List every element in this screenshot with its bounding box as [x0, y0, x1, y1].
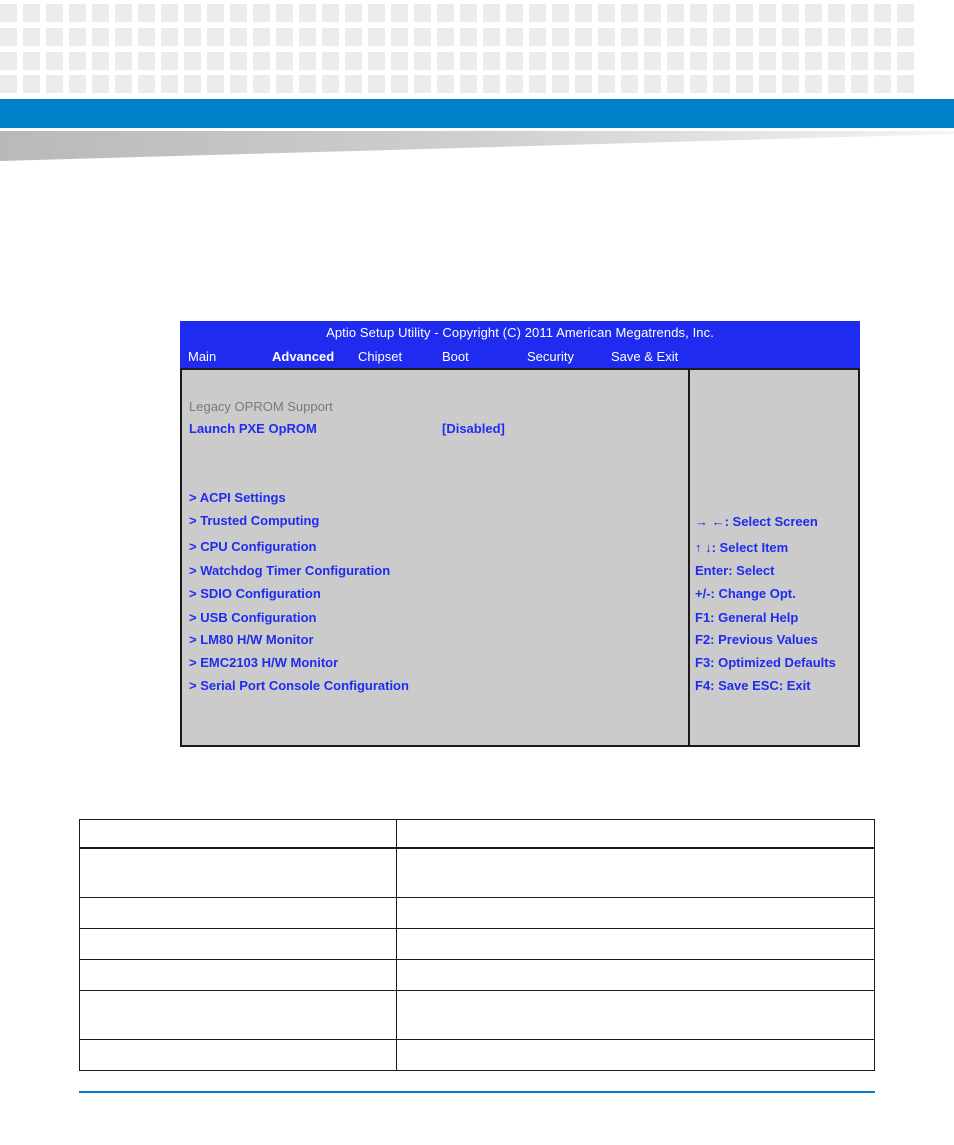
grid-cell — [598, 28, 615, 46]
grid-cell — [253, 52, 270, 70]
table-cell — [396, 929, 874, 960]
grid-cell — [437, 28, 454, 46]
grid-cell — [644, 28, 661, 46]
grid-cell — [552, 28, 569, 46]
grid-cell — [598, 52, 615, 70]
table-cell — [396, 960, 874, 991]
grid-cell — [759, 28, 776, 46]
grid-row — [0, 75, 954, 93]
grid-cell — [621, 52, 638, 70]
grid-cell — [759, 52, 776, 70]
grid-cell — [552, 75, 569, 93]
grid-cell — [138, 52, 155, 70]
table-cell — [80, 1040, 397, 1071]
grid-cell — [736, 75, 753, 93]
grid-cell — [690, 28, 707, 46]
grid-cell — [345, 52, 362, 70]
grid-cell — [161, 4, 178, 22]
table-header-row — [80, 820, 875, 849]
grid-cell — [897, 52, 914, 70]
grid-cell — [69, 4, 86, 22]
grid-cell — [690, 4, 707, 22]
grid-cell — [0, 4, 17, 22]
grid-cell — [736, 28, 753, 46]
header-blue-band — [0, 99, 954, 128]
grid-cell — [391, 75, 408, 93]
grid-cell — [299, 75, 316, 93]
grid-cell — [46, 4, 63, 22]
grid-cell — [92, 75, 109, 93]
grid-cell — [184, 4, 201, 22]
help-general-help: F1: General Help — [695, 610, 799, 625]
grid-cell — [506, 75, 523, 93]
grid-cell — [299, 4, 316, 22]
grid-cell — [552, 4, 569, 22]
grid-cell — [92, 28, 109, 46]
grid-cell — [713, 52, 730, 70]
help-select-screen: → ←: Select Screen — [695, 514, 818, 529]
grid-cell — [414, 4, 431, 22]
grid-cell — [874, 4, 891, 22]
submenu-usb-configuration[interactable]: > USB Configuration — [189, 610, 317, 625]
grid-cell — [575, 75, 592, 93]
grid-cell — [874, 52, 891, 70]
grid-cell — [782, 52, 799, 70]
grid-cell — [598, 4, 615, 22]
grid-cell — [391, 52, 408, 70]
grid-cell — [644, 52, 661, 70]
grid-cell — [184, 28, 201, 46]
table-cell — [80, 929, 397, 960]
grid-cell — [460, 75, 477, 93]
section-header-legacy-oprom: Legacy OPROM Support — [189, 399, 333, 414]
submenu-trusted-computing[interactable]: > Trusted Computing — [189, 513, 320, 528]
grid-cell — [621, 75, 638, 93]
grid-cell — [46, 75, 63, 93]
grid-cell — [437, 4, 454, 22]
bios-title: Aptio Setup Utility - Copyright (C) 2011 American Megatrends, Inc. — [326, 325, 714, 340]
grid-cell — [736, 52, 753, 70]
grid-cell — [92, 52, 109, 70]
grid-cell — [621, 4, 638, 22]
grid-cell — [138, 4, 155, 22]
grid-cell — [46, 28, 63, 46]
header-gray-wedge — [0, 131, 954, 161]
launch-pxe-oprom-value[interactable]: [Disabled] — [442, 421, 505, 436]
grid-cell — [713, 75, 730, 93]
grid-cell — [529, 4, 546, 22]
grid-cell — [322, 75, 339, 93]
grid-cell — [0, 52, 17, 70]
grid-cell — [506, 28, 523, 46]
grid-cell — [322, 28, 339, 46]
grid-cell — [115, 4, 132, 22]
grid-cell — [437, 52, 454, 70]
grid-cell — [575, 4, 592, 22]
grid-cell — [483, 28, 500, 46]
grid-cell — [874, 28, 891, 46]
grid-cell — [575, 52, 592, 70]
grid-cell — [391, 4, 408, 22]
grid-cell — [115, 75, 132, 93]
grid-cell — [805, 52, 822, 70]
grid-cell — [368, 75, 385, 93]
tab-advanced[interactable]: Advanced — [272, 349, 335, 364]
grid-cell — [23, 4, 40, 22]
grid-cell — [46, 52, 63, 70]
settings-table — [79, 819, 875, 1071]
grid-cell — [851, 28, 868, 46]
grid-cell — [851, 4, 868, 22]
grid-cell — [161, 52, 178, 70]
tab-security[interactable]: Security — [527, 349, 574, 364]
grid-cell — [69, 52, 86, 70]
table-row — [80, 991, 875, 1040]
submenu-serial-port-console[interactable]: > Serial Port Console Configuration — [189, 678, 409, 693]
submenu-lm80-hw-monitor[interactable]: > LM80 H/W Monitor — [189, 632, 314, 647]
grid-cell — [23, 75, 40, 93]
table-cell — [396, 848, 874, 898]
grid-cell — [713, 28, 730, 46]
grid-cell — [805, 4, 822, 22]
grid-cell — [667, 4, 684, 22]
grid-cell — [598, 75, 615, 93]
grid-cell — [644, 75, 661, 93]
grid-cell — [138, 28, 155, 46]
grid-cell — [345, 28, 362, 46]
grid-cell — [368, 4, 385, 22]
header-grid-pattern — [0, 0, 954, 96]
grid-cell — [253, 75, 270, 93]
grid-cell — [69, 75, 86, 93]
grid-cell — [851, 75, 868, 93]
grid-cell — [460, 52, 477, 70]
grid-cell — [506, 4, 523, 22]
grid-cell — [713, 4, 730, 22]
bios-title-bar — [180, 321, 860, 368]
grid-cell — [529, 75, 546, 93]
grid-cell — [897, 75, 914, 93]
grid-cell — [828, 52, 845, 70]
grid-cell — [184, 52, 201, 70]
grid-cell — [782, 4, 799, 22]
grid-cell — [138, 75, 155, 93]
help-select-item: ↑ ↓: Select Item — [695, 540, 789, 555]
grid-cell — [667, 75, 684, 93]
help-enter-select: Enter: Select — [695, 563, 775, 578]
grid-cell — [207, 28, 224, 46]
grid-cell — [230, 52, 247, 70]
submenu-emc2103-hw-monitor[interactable]: > EMC2103 H/W Monitor — [189, 655, 339, 670]
table-cell — [80, 960, 397, 991]
grid-cell — [253, 4, 270, 22]
grid-cell — [460, 4, 477, 22]
grid-cell — [0, 75, 17, 93]
grid-row — [0, 52, 954, 70]
grid-cell — [805, 75, 822, 93]
table-row — [80, 929, 875, 960]
grid-cell — [437, 75, 454, 93]
footer-rule — [79, 1091, 875, 1093]
grid-cell — [874, 75, 891, 93]
grid-cell — [552, 52, 569, 70]
grid-cell — [529, 52, 546, 70]
grid-cell — [207, 75, 224, 93]
grid-cell — [368, 52, 385, 70]
grid-cell — [414, 52, 431, 70]
grid-cell — [0, 28, 17, 46]
grid-cell — [644, 4, 661, 22]
grid-cell — [322, 52, 339, 70]
grid-cell — [828, 75, 845, 93]
grid-cell — [207, 4, 224, 22]
grid-cell — [299, 28, 316, 46]
table-cell — [396, 898, 874, 929]
grid-cell — [506, 52, 523, 70]
help-save-exit: F4: Save ESC: Exit — [695, 678, 811, 693]
grid-cell — [368, 28, 385, 46]
grid-cell — [805, 28, 822, 46]
grid-cell — [690, 75, 707, 93]
grid-cell — [276, 4, 293, 22]
grid-cell — [736, 4, 753, 22]
submenu-acpi-settings[interactable]: > ACPI Settings — [189, 490, 286, 505]
tab-chipset[interactable]: Chipset — [358, 349, 403, 364]
table-cell — [396, 1040, 874, 1071]
grid-cell — [483, 4, 500, 22]
table-row — [80, 1040, 875, 1071]
grid-cell — [345, 75, 362, 93]
grid-row — [0, 28, 954, 46]
table-header-cell — [80, 820, 397, 849]
grid-cell — [828, 4, 845, 22]
table-cell — [80, 848, 397, 898]
tab-main[interactable]: Main — [188, 349, 217, 364]
table-row — [80, 848, 875, 898]
grid-cell — [23, 28, 40, 46]
grid-cell — [391, 28, 408, 46]
table-row — [80, 960, 875, 991]
table-cell — [396, 991, 874, 1040]
grid-cell — [322, 4, 339, 22]
submenu-sdio-configuration[interactable]: > SDIO Configuration — [189, 586, 321, 601]
tab-save-exit[interactable]: Save & Exit — [611, 349, 679, 364]
grid-cell — [276, 52, 293, 70]
grid-cell — [759, 75, 776, 93]
grid-cell — [782, 75, 799, 93]
submenu-watchdog-timer[interactable]: > Watchdog Timer Configuration — [189, 563, 391, 578]
grid-cell — [759, 4, 776, 22]
grid-cell — [23, 52, 40, 70]
grid-cell — [529, 28, 546, 46]
grid-cell — [115, 28, 132, 46]
grid-cell — [851, 52, 868, 70]
grid-cell — [690, 52, 707, 70]
table-cell — [80, 898, 397, 929]
grid-cell — [460, 28, 477, 46]
help-change-opt: +/-: Change Opt. — [695, 586, 796, 601]
help-optimized-defaults: F3: Optimized Defaults — [695, 655, 836, 670]
table-cell — [80, 991, 397, 1040]
grid-cell — [69, 28, 86, 46]
grid-cell — [414, 28, 431, 46]
table-row — [80, 898, 875, 929]
bios-setup-window — [180, 321, 860, 746]
submenu-cpu-configuration[interactable]: > CPU Configuration — [189, 539, 317, 554]
grid-cell — [161, 75, 178, 93]
grid-cell — [667, 52, 684, 70]
grid-cell — [299, 52, 316, 70]
grid-cell — [345, 4, 362, 22]
grid-cell — [483, 52, 500, 70]
help-previous-values: F2: Previous Values — [695, 632, 818, 647]
launch-pxe-oprom-label[interactable]: Launch PXE OpROM — [189, 421, 317, 436]
grid-cell — [897, 4, 914, 22]
grid-cell — [230, 4, 247, 22]
grid-cell — [253, 28, 270, 46]
grid-cell — [782, 28, 799, 46]
tab-boot[interactable]: Boot — [442, 349, 469, 364]
grid-cell — [897, 28, 914, 46]
grid-cell — [575, 28, 592, 46]
grid-cell — [414, 75, 431, 93]
grid-cell — [276, 75, 293, 93]
grid-cell — [276, 28, 293, 46]
grid-cell — [667, 28, 684, 46]
table-header-cell — [396, 820, 874, 849]
grid-cell — [161, 28, 178, 46]
grid-row — [0, 4, 954, 22]
grid-cell — [92, 4, 109, 22]
grid-cell — [115, 52, 132, 70]
grid-cell — [230, 28, 247, 46]
grid-cell — [483, 75, 500, 93]
grid-cell — [828, 28, 845, 46]
grid-cell — [184, 75, 201, 93]
grid-cell — [230, 75, 247, 93]
grid-cell — [621, 28, 638, 46]
grid-cell — [207, 52, 224, 70]
